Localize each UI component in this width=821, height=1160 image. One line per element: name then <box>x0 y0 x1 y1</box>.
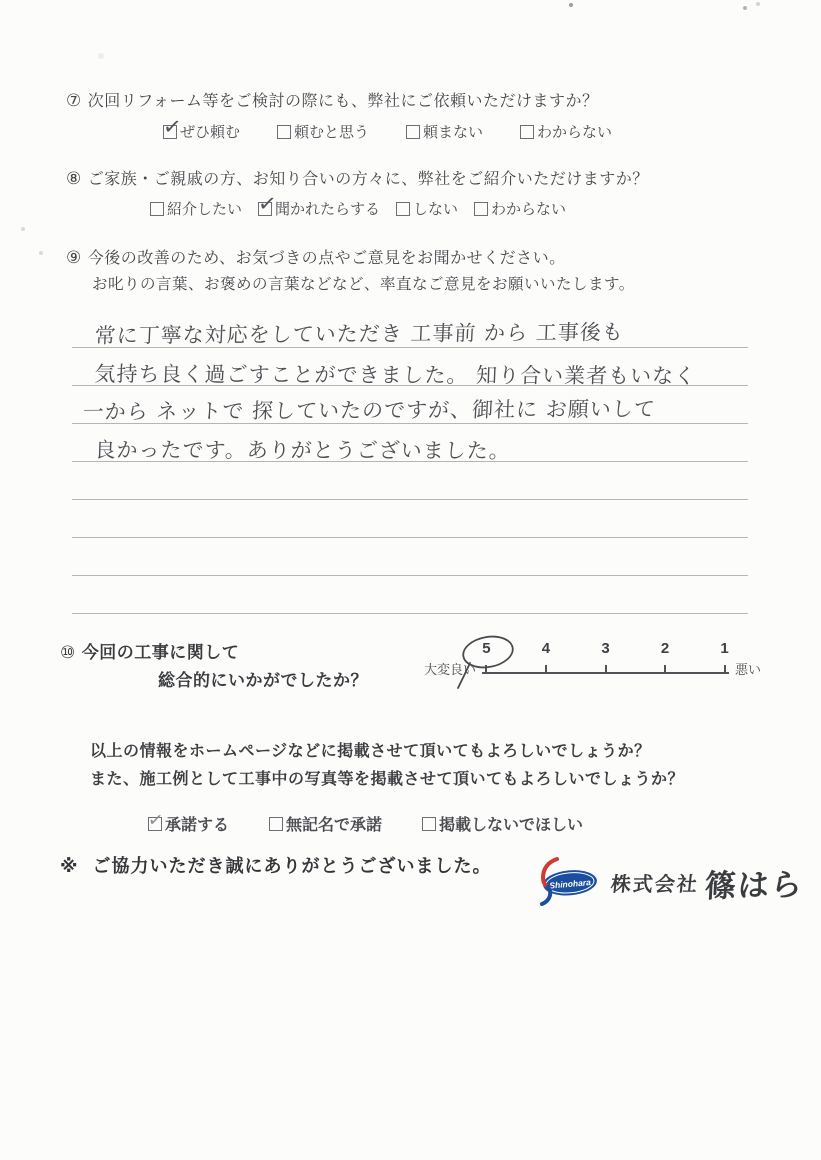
option-label: 頼まない <box>423 124 484 141</box>
comment-line[interactable] <box>72 576 748 614</box>
scale-value-5[interactable]: 5 <box>482 640 491 657</box>
q7-option-tanomu-to-omou[interactable] <box>277 121 369 142</box>
question-10-text-line2: 総合的にいかがでしたか？ <box>158 671 368 690</box>
scale-value-3[interactable]: 3 <box>601 640 610 657</box>
comment-line[interactable] <box>72 386 748 424</box>
comment-line[interactable] <box>72 538 748 576</box>
option-label: 紹介したい <box>167 201 243 218</box>
comment-line[interactable] <box>72 500 748 538</box>
q8-options <box>150 198 566 219</box>
checkbox-icon[interactable] <box>406 125 420 139</box>
question-9-text: ⑨ 今後の改善のため、お気づきの点やご意見をお聞かせください。 <box>66 248 566 267</box>
shinohara-logo-icon <box>533 856 603 908</box>
q7-option-wakaranai[interactable] <box>520 121 612 142</box>
company-name-brand: 篠はら <box>703 866 805 905</box>
rating-scale <box>424 640 761 678</box>
handwritten-text: 良かったです。ありがとうございました。 <box>94 438 512 463</box>
comment-line[interactable] <box>72 462 748 500</box>
company-name-prefix: 株式会社 <box>609 871 701 896</box>
checkbox-icon[interactable] <box>269 817 283 831</box>
q8-option-shokai-shitai[interactable] <box>150 198 242 219</box>
consent-option-keisai-shinai[interactable] <box>422 812 583 835</box>
question-8-text: ⑧ ご家族・ご親戚の方、お知り合いの方々に、弊社をご紹介いただけますか？ <box>66 169 649 188</box>
checkbox-icon[interactable] <box>474 202 488 216</box>
q7-option-tanomanai[interactable] <box>406 121 483 142</box>
handwritten-text: 気持ち良く過ごすことができました。 知り合い業者もいなく <box>94 362 697 389</box>
comment-line[interactable] <box>72 310 748 348</box>
scale-value-4[interactable]: 4 <box>541 640 551 657</box>
option-label: しない <box>413 201 459 218</box>
question-10-text: ⑩ 今回の工事に関して <box>60 643 240 662</box>
option-label: わからない <box>491 201 567 218</box>
option-label: わからない <box>537 124 613 141</box>
option-label: 聞かれたらする <box>275 201 381 218</box>
question-7-number: ⑦ <box>66 91 82 110</box>
consent-option-mukimei[interactable] <box>269 812 382 835</box>
question-8-number: ⑧ <box>66 169 82 188</box>
comment-line[interactable] <box>72 424 748 462</box>
consent-option-shodaku[interactable] <box>148 812 229 835</box>
checkbox-icon[interactable] <box>277 125 291 139</box>
footer-prefix: ※ <box>60 856 79 876</box>
checkbox-icon[interactable] <box>422 817 436 831</box>
checkbox-icon[interactable] <box>396 202 410 216</box>
footer-thanks <box>60 852 492 878</box>
scale-track <box>484 640 727 678</box>
question-7-text: ⑦ 次回リフォーム等をご検討の際にも、弊社にご依頼いただけますか？ <box>66 91 599 110</box>
company-brand <box>533 856 804 908</box>
checkbox-icon[interactable] <box>520 125 534 139</box>
scale-left-label: 大変良い <box>424 662 477 677</box>
q8-option-shinai[interactable] <box>396 198 458 219</box>
scale-value-2[interactable]: 2 <box>660 640 670 657</box>
option-label: 頼むと思う <box>294 124 370 141</box>
q8-option-wakaranai[interactable] <box>474 198 566 219</box>
svg-text:Shinohara: Shinohara <box>548 877 592 891</box>
scale-value-1[interactable]: 1 <box>720 640 729 657</box>
consent-line1: 以上の情報をホームページなどに掲載させて頂いてもよろしいでしょうか？ <box>90 743 651 760</box>
checkbox-icon[interactable] <box>163 125 177 139</box>
scale-right-label: 悪い <box>735 662 762 677</box>
comment-area[interactable] <box>72 310 748 614</box>
option-label: 掲載しないでほしい <box>439 817 584 834</box>
consent-options <box>148 812 583 835</box>
q7-options <box>163 121 612 142</box>
question-9-subtext: お叱りの言葉、お褒めの言葉などなど、率直なご意見をお願いいたします。 <box>92 276 635 293</box>
question-9-number: ⑨ <box>66 248 82 267</box>
checkbox-icon[interactable] <box>150 202 164 216</box>
q7-option-zehi-tanomu[interactable] <box>163 121 240 142</box>
comment-line[interactable] <box>72 348 748 389</box>
checkbox-icon[interactable] <box>258 202 272 216</box>
footer-thanks-text: ご協力いただき誠にありがとうございました。 <box>92 856 492 876</box>
option-label: ぜひ頼む <box>180 124 241 141</box>
scan-specks <box>0 0 2 2</box>
option-label: 無記名で承諾 <box>286 817 383 834</box>
consent-line2: また、施工例として工事中の写真等を掲載させて頂いてもよろしいでしょうか？ <box>90 771 685 788</box>
handwritten-text: 常に丁寧な対応をしていただき 工事前 から 工事後も <box>94 320 625 348</box>
q8-option-kikaretara-suru[interactable] <box>258 198 380 219</box>
question-10-number: ⑩ <box>60 643 76 662</box>
checkbox-icon[interactable] <box>148 817 162 831</box>
option-label: 承諾する <box>165 817 230 834</box>
handwritten-text: 一から ネットで 探していたのですが、御社に お願いして <box>82 396 657 424</box>
